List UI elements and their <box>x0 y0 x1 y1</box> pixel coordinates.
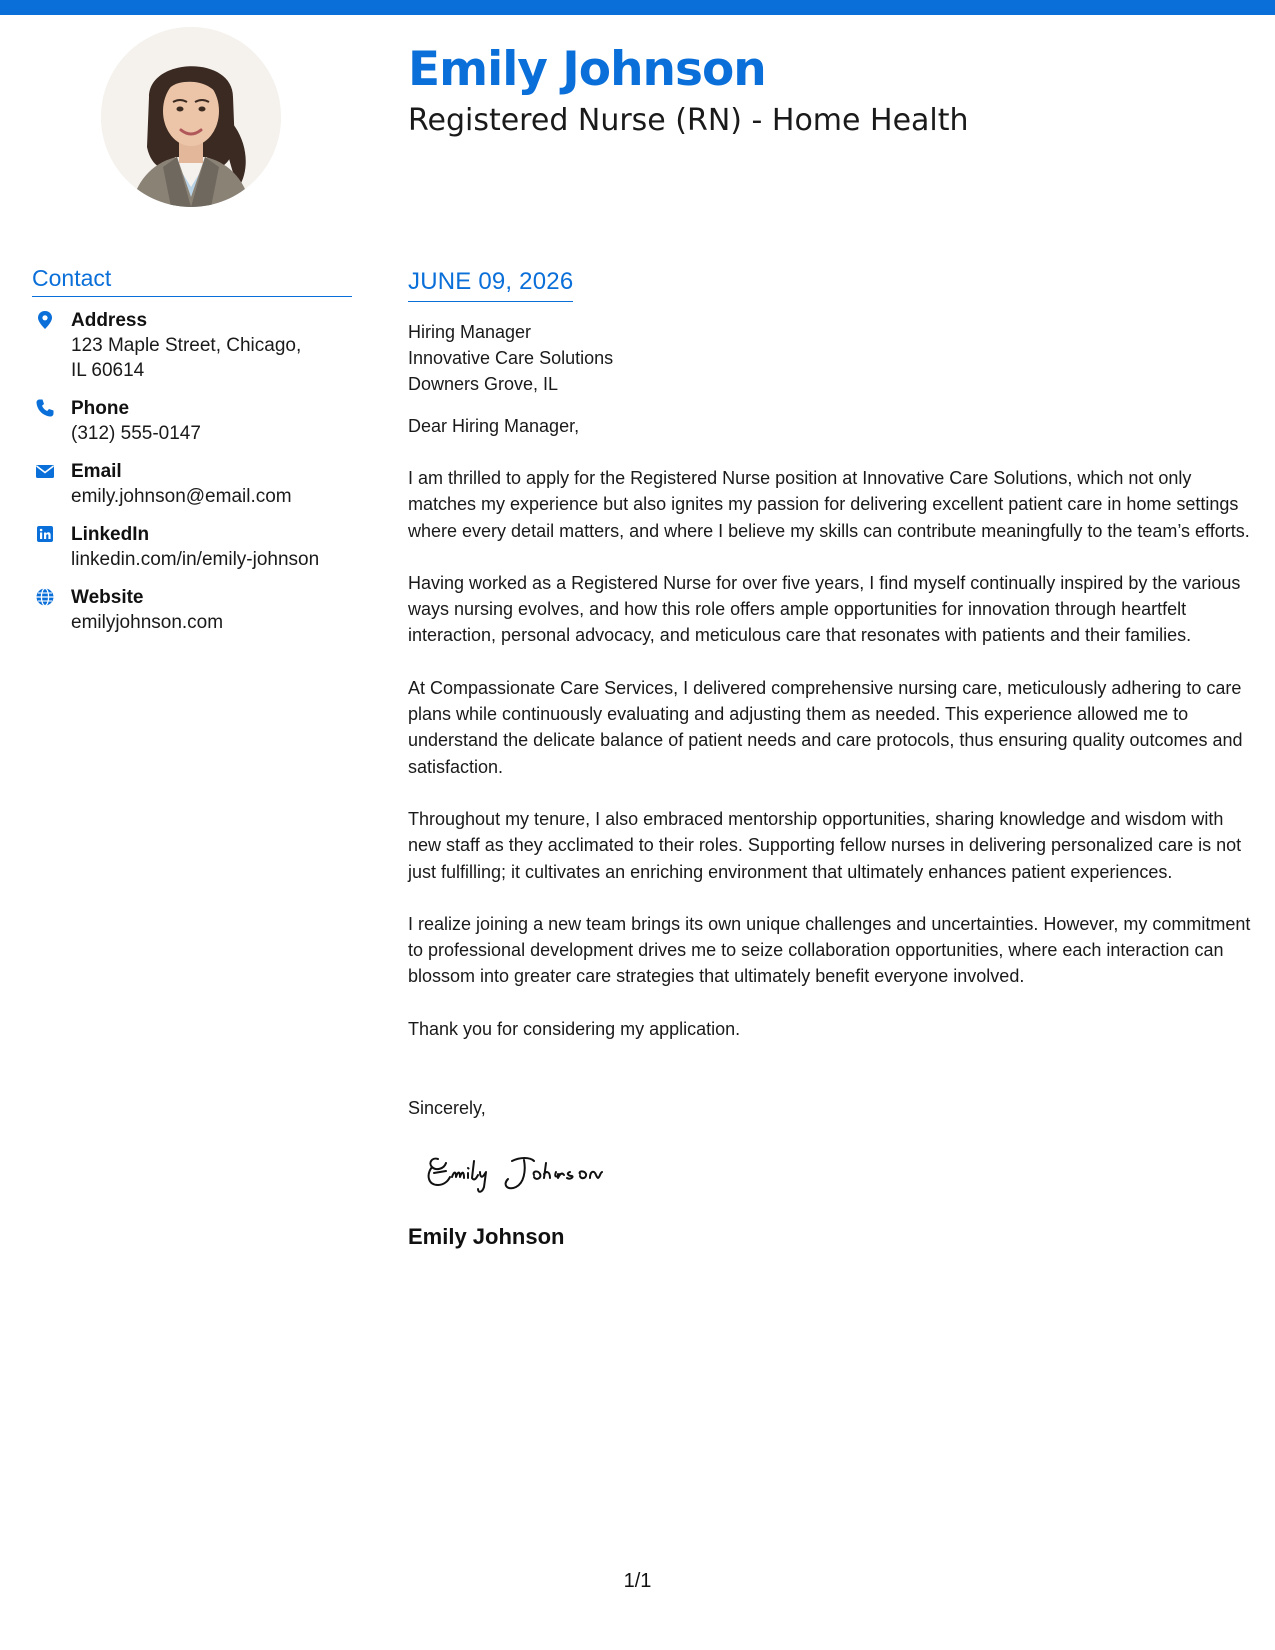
email-label: Email <box>71 461 122 482</box>
linkedin-value[interactable]: linkedin.com/in/emily-johnson <box>71 549 320 570</box>
candidate-name: Emily Johnson <box>408 42 766 97</box>
handwritten-signature <box>424 1141 664 1201</box>
address-label: Address <box>71 310 148 331</box>
closing: Sincerely, <box>408 1098 486 1119</box>
letter-paragraph: Having worked as a Registered Nurse for over five years, I find myself continually inspired by the various ways nursing evolves, and how this role offers ample opportunities for innovation through heartfelt interaction, personal advocacy, and meticulous care that resonates with patients and their families. <box>408 572 1241 646</box>
letter-paragraph: I am thrilled to apply for the Registered Nurse position at Innovative Care Solutions, which not only matches my experience but also ignites my passion for delivering excellent patient care in home settings where every detail matters, and where I believe my skills can contribute meaningfully to the team’s efforts. <box>408 468 1250 541</box>
recipient-line: Hiring Manager <box>408 322 532 342</box>
letter-body <box>408 268 1253 1250</box>
letter-paragraph: Throughout my tenure, I also embraced mentorship opportunities, sharing knowledge and wisdom with new staff as they acclimated to their roles. Supporting fellow nurses in delivering personalized care is not just fulfilling; it cultivates an enriching environment that ultimately enhances patient experiences. <box>408 808 1242 882</box>
map-pin-icon <box>35 310 55 330</box>
letter-paragraph: I realize joining a new team brings its own unique challenges and uncertainties. However, my commitment to professional development drives me to seize collaboration opportunities, where each interaction can blossom into greater care strategies that ultimately benefit everyone involved. <box>408 913 1251 987</box>
contact-heading: Contact <box>32 265 352 297</box>
linkedin-icon <box>35 524 55 544</box>
contact-item-website <box>32 585 352 635</box>
globe-icon <box>35 587 55 607</box>
address-value: 123 Maple Street, Chicago, IL 60614 <box>71 335 302 381</box>
phone-label: Phone <box>71 398 130 419</box>
letter-paragraph: Thank you for considering my application. <box>408 1018 741 1039</box>
signer-name: Emily Johnson <box>408 1224 565 1250</box>
salutation: Dear Hiring Manager, <box>408 416 580 436</box>
recipient-line: Downers Grove, IL <box>408 374 559 394</box>
recipient-block <box>408 319 1253 397</box>
contact-sidebar <box>32 265 352 648</box>
top-accent-bar <box>0 0 1275 15</box>
website-label: Website <box>71 587 144 608</box>
email-value[interactable]: emily.johnson@email.com <box>71 486 292 507</box>
contact-item-phone <box>32 396 352 446</box>
letter-paragraph: At Compassionate Care Services, I delivered comprehensive nursing care, meticulously adhering to care plans while continuously evaluating and adjusting them as needed. This experience allowed me to understand the delicate balance of patient needs and care protocols, thus ensuring quality outcomes and satisfaction. <box>408 677 1243 777</box>
website-value[interactable]: emilyjohnson.com <box>71 612 224 633</box>
letter-date: JUNE 09, 2026 <box>408 268 573 302</box>
contact-item-linkedin <box>32 522 352 572</box>
recipient-line: Innovative Care Solutions <box>408 348 614 368</box>
linkedin-label: LinkedIn <box>71 524 150 545</box>
envelope-icon <box>35 461 55 481</box>
profile-photo <box>101 27 281 207</box>
job-title: Registered Nurse (RN) - Home Health <box>408 103 969 138</box>
page-number: 1/1 <box>623 1570 652 1592</box>
phone-value: (312) 555-0147 <box>71 423 201 444</box>
phone-icon <box>35 398 55 418</box>
contact-item-address <box>32 308 352 383</box>
contact-item-email <box>32 459 352 509</box>
